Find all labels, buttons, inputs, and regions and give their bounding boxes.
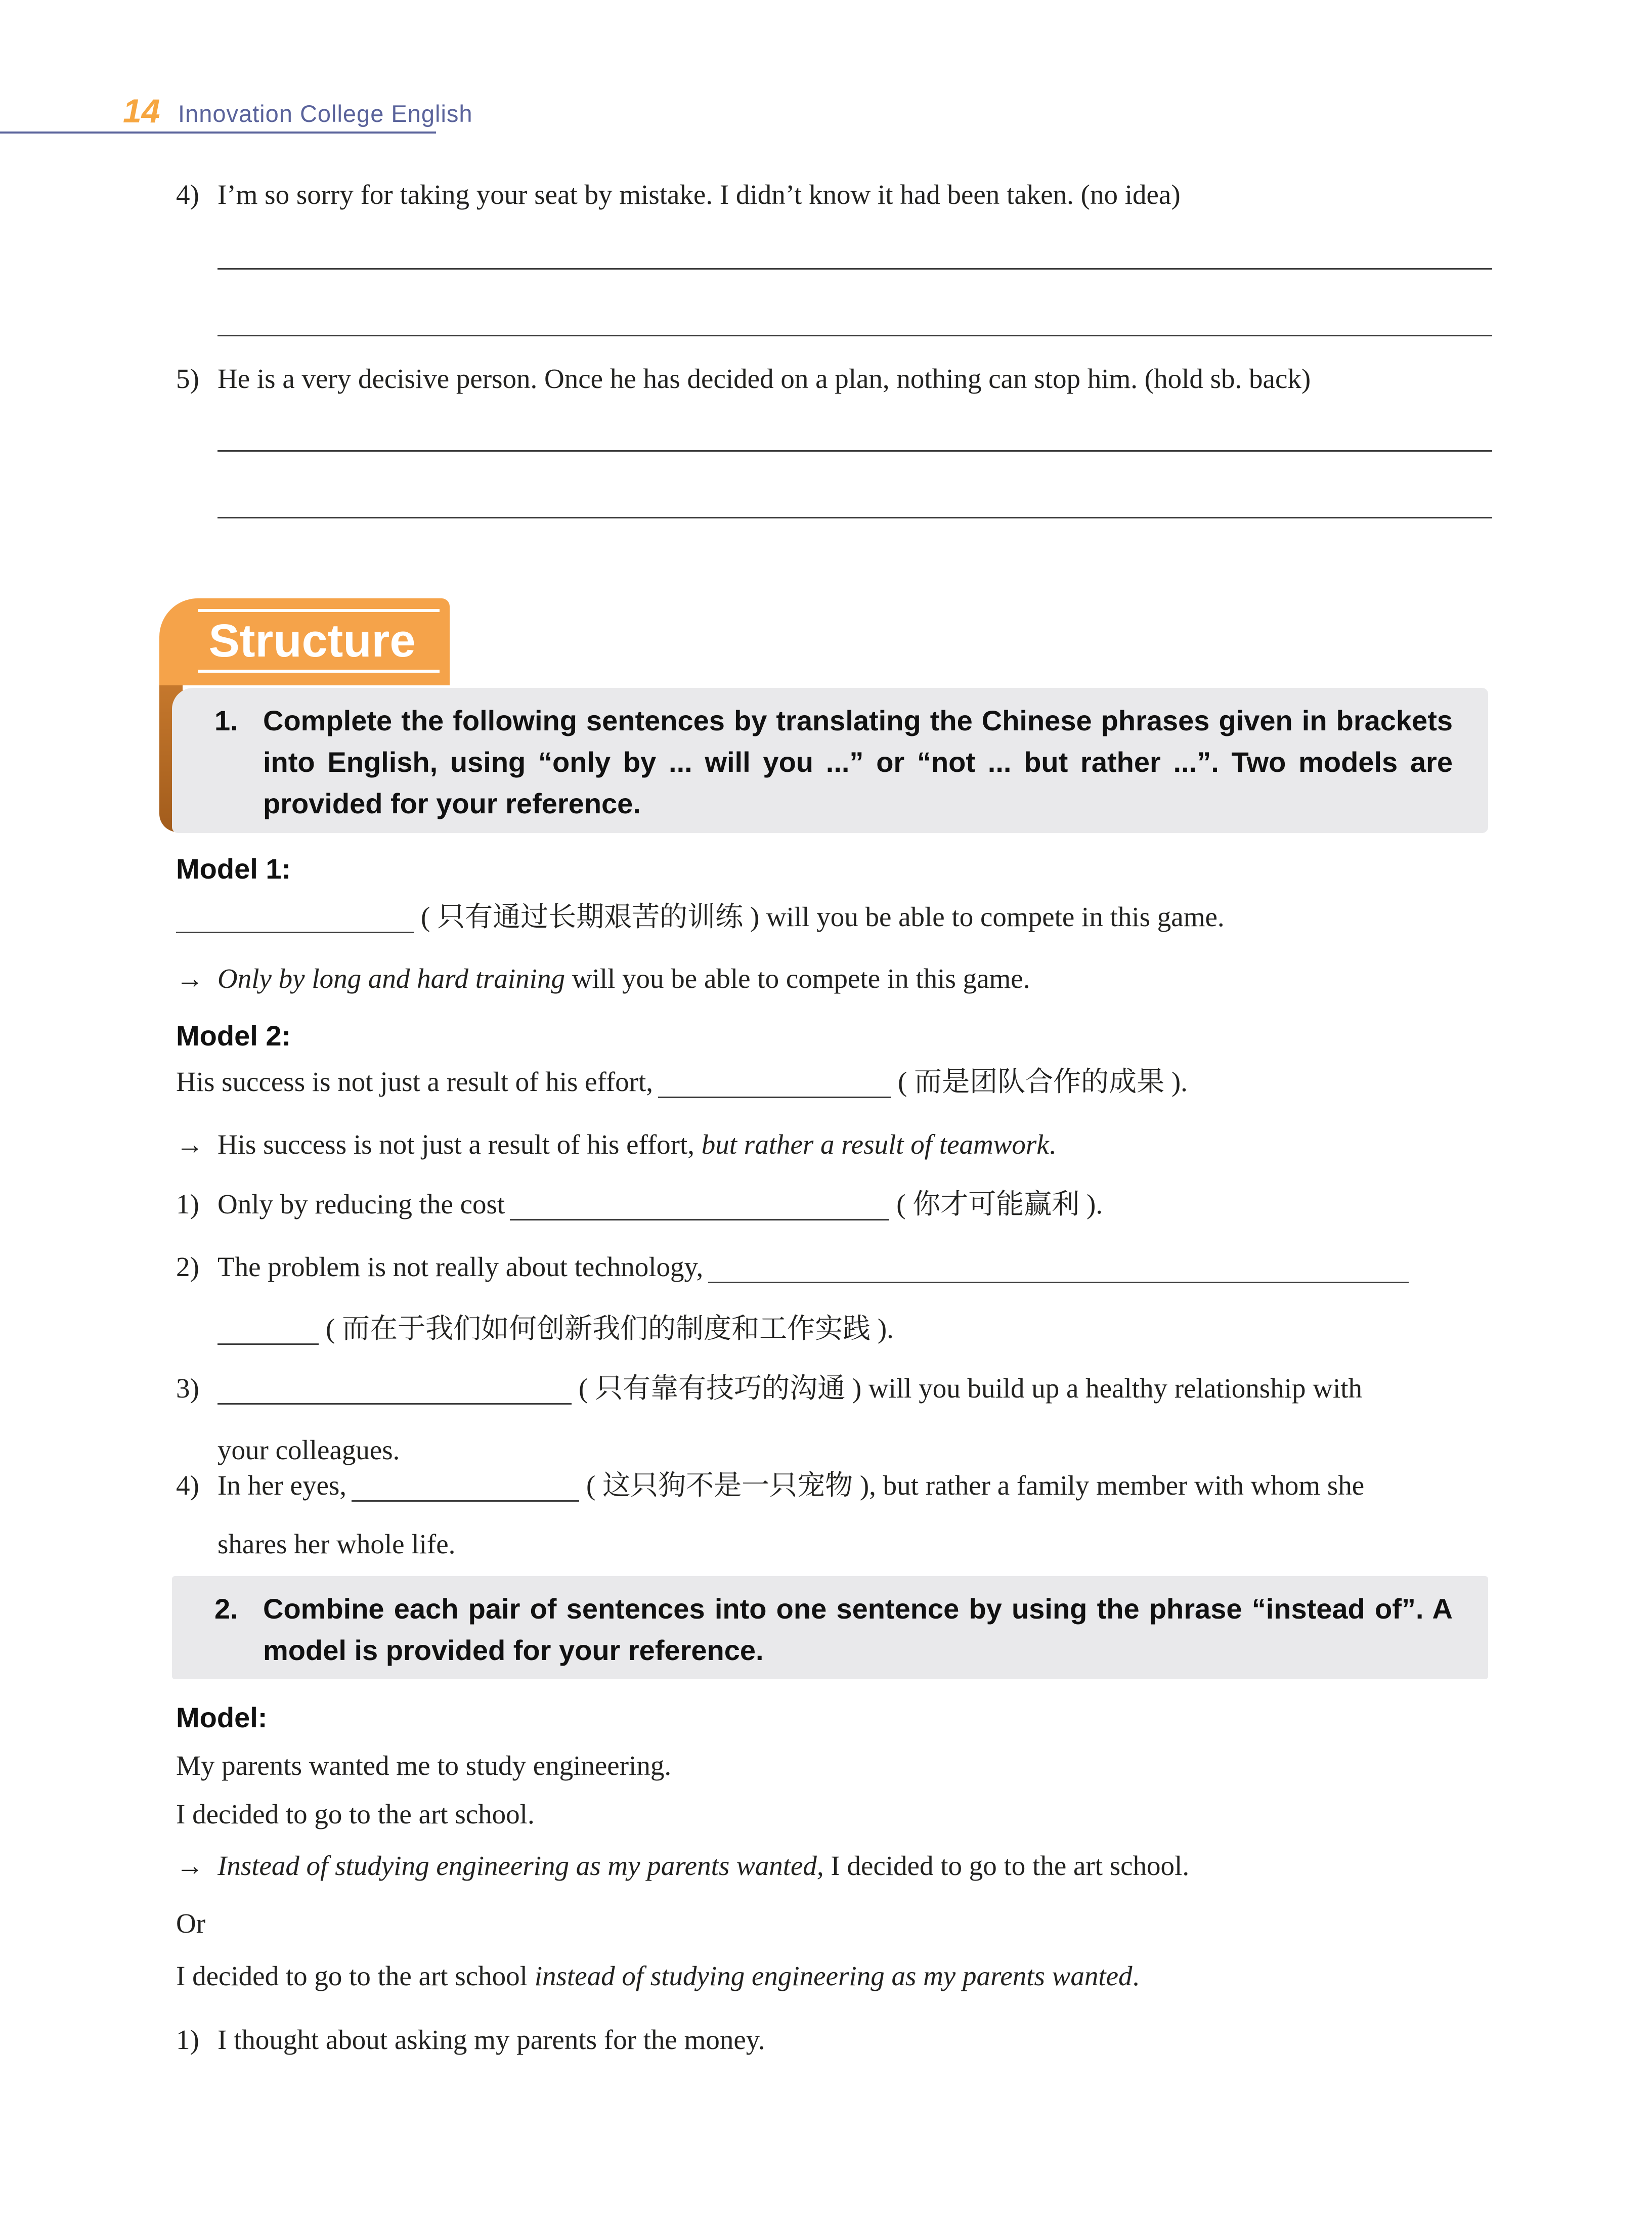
item-text: but rather a family member with whom she — [876, 1470, 1365, 1501]
item-text: Only by reducing the cost — [218, 1189, 505, 1219]
fill-blank — [176, 911, 414, 933]
model-sentence-2: I decided to go to the art school. — [176, 1799, 535, 1829]
answer-end: . — [1049, 1129, 1056, 1160]
fill-blank — [218, 1383, 572, 1405]
task1-item-3-line2: your colleagues. — [218, 1434, 400, 1465]
item-text: I’m so sorry for taking your seat by mistake. I didn’t know it had been taken. (no idea) — [218, 179, 1181, 210]
answer-italic: instead of studying engineering as my parents wanted — [534, 1960, 1133, 1991]
model2-answer — [176, 1128, 1056, 1161]
answer-line — [218, 517, 1492, 518]
answer-end: . — [1132, 1960, 1140, 1991]
answer-italic: Only by long and hard training — [218, 963, 565, 994]
arrow-icon: → — [176, 1129, 204, 1160]
task1-item-1 — [176, 1188, 1103, 1221]
model2-sentence — [176, 1065, 1188, 1099]
model1-sentence — [176, 900, 1225, 934]
answer-line — [218, 268, 1492, 270]
task1-item-2-line2 — [218, 1312, 894, 1345]
item-number: 2) — [176, 1251, 199, 1282]
chinese-prompt: ( 而在于我们如何创新我们的制度和工作实践 ). — [326, 1313, 894, 1344]
answer-line — [218, 450, 1492, 452]
fill-blank — [218, 1323, 319, 1345]
chinese-prompt: ( 只有通过长期艰苦的训练 ) — [421, 901, 760, 932]
model-label: Model: — [176, 1702, 268, 1733]
answer-rest: will you be able to compete in this game. — [564, 963, 1030, 994]
chinese-prompt: ( 只有靠有技巧的沟通 ) — [579, 1373, 862, 1404]
item-number: 3) — [176, 1373, 199, 1404]
sentence-rest: will you be able to compete in this game. — [759, 901, 1225, 932]
task-number: 1. — [214, 705, 238, 736]
tab-rule-bottom — [198, 670, 440, 673]
answer-italic: Instead of studying engineering as my parents wanted, — [218, 1850, 824, 1881]
page-number: 14 — [123, 92, 160, 129]
tab-rule-top — [198, 609, 440, 612]
model2-label: Model 2: — [176, 1020, 291, 1052]
arrow-icon: → — [176, 1850, 204, 1881]
running-head-title: Innovation College English — [178, 100, 473, 127]
task2-instruction-box — [172, 1576, 1488, 1679]
answer-italic: but rather a result of teamwork — [701, 1129, 1049, 1160]
item-text: He is a very decisive person. Once he has decided on a plan, nothing can stop him. (hold sb. back) — [218, 363, 1311, 394]
item-number: 4) — [176, 1470, 199, 1501]
task-number: 2. — [214, 1593, 238, 1625]
fill-blank — [510, 1199, 889, 1220]
item-number: 5) — [176, 363, 199, 394]
task-instruction: Combine each pair of sentences into one sentence by using the phrase “instead of”. A model is provided for your reference. — [263, 1593, 1453, 1666]
header-rule — [0, 132, 436, 134]
fill-blank — [708, 1261, 1409, 1283]
answer-plain: I decided to go to the art school — [176, 1960, 535, 1991]
task-instruction: Complete the following sentences by translating the Chinese phrases given in brackets into English, using “only by ... will you ...” or “not ... but rather ...”. Two models are provided for your reference. — [263, 705, 1453, 819]
model-answer — [176, 1849, 1189, 1883]
section-tab — [159, 598, 450, 685]
arrow-icon: → — [176, 963, 204, 994]
sentence-start: His success is not just a result of his effort, — [176, 1066, 654, 1097]
item-text: In her eyes, — [218, 1470, 347, 1501]
answer-plain: His success is not just a result of his effort, — [218, 1129, 702, 1160]
task1-item-4-line2: shares her whole life. — [218, 1529, 456, 1559]
answer-line — [218, 335, 1492, 336]
task1-item-2-line1 — [176, 1250, 1416, 1284]
chinese-prompt: ( 这只狗不是一只宠物 ), — [586, 1470, 876, 1501]
task2-item-1 — [176, 2023, 765, 2057]
exercise-item-5 — [176, 362, 1311, 396]
model-alternative — [176, 1959, 1139, 1993]
item-text: will you build up a healthy relationship with — [861, 1373, 1363, 1404]
chinese-prompt: ( 而是团队合作的成果 ). — [898, 1066, 1188, 1097]
chinese-prompt: ( 你才可能赢利 ). — [896, 1189, 1103, 1219]
item-text: I thought about asking my parents for the money. — [218, 2024, 765, 2055]
answer-rest: I decided to go to the art school. — [823, 1850, 1190, 1881]
model1-label: Model 1: — [176, 853, 291, 885]
task1-instruction-box — [172, 688, 1488, 833]
exercise-item-4 — [176, 178, 1181, 211]
fill-blank — [352, 1480, 579, 1502]
model1-answer — [176, 962, 1030, 995]
section-title: Structure — [208, 615, 416, 667]
item-number: 1) — [176, 2024, 199, 2055]
fill-blank — [658, 1076, 891, 1098]
item-text: The problem is not really about technology, — [218, 1251, 704, 1282]
task1-item-4-line1 — [176, 1469, 1364, 1502]
model-or: Or — [176, 1908, 206, 1939]
task1-item-3-line1 — [176, 1372, 1362, 1405]
item-number: 4) — [176, 179, 199, 210]
item-number: 1) — [176, 1189, 199, 1219]
model-sentence-1: My parents wanted me to study engineering. — [176, 1750, 672, 1781]
